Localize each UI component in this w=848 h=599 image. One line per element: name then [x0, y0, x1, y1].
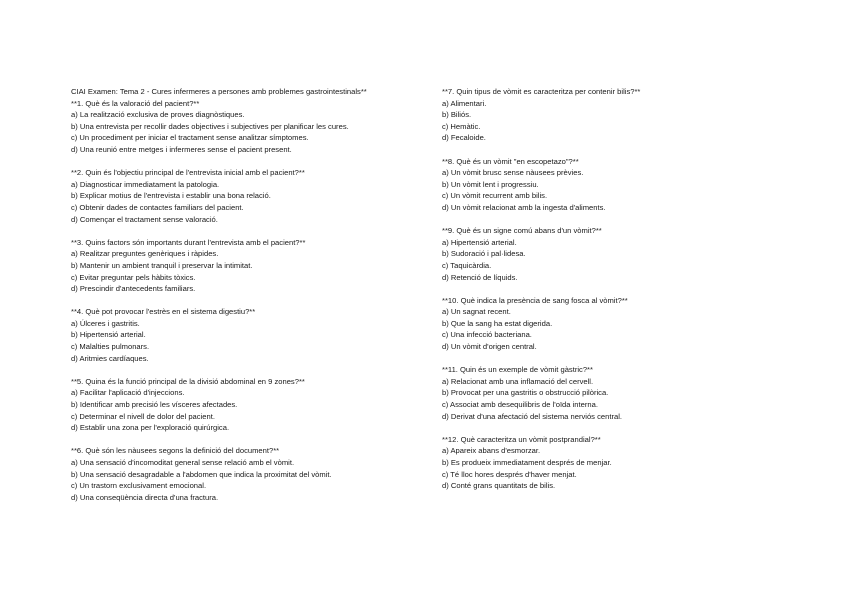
answer-option: d) Derivat d'una afectació del sistema nerviós central. — [442, 411, 622, 421]
answer-option: b) Que la sang ha estat digerida. — [442, 318, 553, 328]
question-block — [442, 156, 772, 214]
answer-option: a) La realització exclusiva de proves diagnòstiques. — [71, 110, 245, 120]
right-column — [442, 86, 772, 503]
answer-option: a) Realitzar preguntes genèriques i ràpides. — [71, 249, 219, 259]
answer-option: a) Diagnosticar immediatament la patologia. — [71, 179, 220, 189]
answer-option: a) Un sagnat recent. — [442, 307, 511, 317]
answer-option: d) Un vòmit relacionat amb la ingesta d'aliments. — [442, 202, 606, 212]
answer-option: d) Fecaloide. — [442, 133, 486, 143]
question-block — [442, 225, 772, 283]
right-question-list — [442, 86, 772, 492]
left-column — [71, 86, 416, 515]
question-text: **10. Què indica la presència de sang fosca al vòmit?** — [442, 295, 628, 305]
answer-option: c) Un trastorn exclusivament emocional. — [71, 481, 207, 491]
question-text: **9. Què és un signe comú abans d'un vòmit?** — [442, 226, 602, 236]
answer-option: b) Una entrevista per recollir dades objectives i subjectives per planificar les cures. — [71, 121, 349, 131]
question-block — [442, 86, 772, 144]
question-text: **12. Què caracteritza un vòmit postprandial?** — [442, 434, 601, 444]
answer-option: c) Obtenir dades de contactes familiars del pacient. — [71, 202, 244, 212]
question-block — [71, 167, 416, 225]
question-text: **2. Quin és l'objectiu principal de l'entrevista inicial amb el pacient?** — [71, 168, 305, 178]
question-block — [71, 445, 416, 503]
answer-option: d) Una conseqüència directa d'una fractura. — [71, 492, 219, 502]
question-text: **6. Què són les nàusees segons la definició del document?** — [71, 446, 280, 456]
question-text: **5. Quina és la funció principal de la divisió abdominal en 9 zones?** — [71, 376, 305, 386]
question-text: **3. Quins factors són importants durant l'entrevista amb el pacient?** — [71, 237, 306, 247]
answer-option: b) Un vòmit lent i progressiu. — [442, 179, 539, 189]
question-text: **1. Què és la valoració del pacient?** — [71, 98, 200, 108]
question-text: **11. Quin és un exemple de vòmit gàstric?** — [442, 365, 593, 375]
answer-option: d) Aritmies cardíaques. — [71, 353, 149, 363]
question-block — [71, 237, 416, 295]
answer-option: b) Provocat per una gastritis o obstrucció pilòrica. — [442, 388, 609, 398]
answer-option: a) Úlceres i gastritis. — [71, 318, 140, 328]
question-block — [442, 364, 772, 422]
answer-option: a) Alimentari. — [442, 98, 487, 108]
answer-option: b) Hipertensió arterial. — [71, 330, 146, 340]
answer-option: d) Una reunió entre metges i infermeres sense el pacient present. — [71, 144, 292, 154]
question-block — [71, 306, 416, 364]
answer-option: b) Biliós. — [442, 110, 472, 120]
answer-option: c) Taquicàrdia. — [442, 260, 492, 270]
answer-option: d) Començar el tractament sense valoració. — [71, 214, 218, 224]
question-text: **8. Què és un vòmit "en escopetazo"?** — [442, 156, 579, 166]
answer-option: c) Determinar el nivell de dolor del pacient. — [71, 411, 215, 421]
answer-option: b) Una sensació desagradable a l'abdomen que indica la proximitat del vòmit. — [71, 469, 332, 479]
answer-option: c) Un vòmit recurrent amb bilis. — [442, 191, 548, 201]
question-text: **7. Quin tipus de vòmit es caracteritza per contenir bilis?** — [442, 87, 641, 96]
answer-option: a) Hipertensió arterial. — [442, 237, 517, 247]
question-block — [71, 98, 416, 156]
answer-option: d) Establir una zona per l'exploració quirúrgica. — [71, 423, 230, 433]
answer-option: b) Sudoració i pal·lidesa. — [442, 249, 526, 259]
answer-option: c) Malalties pulmonars. — [71, 342, 150, 352]
answer-option: a) Facilitar l'aplicació d'injeccions. — [71, 388, 185, 398]
answer-option: a) Apareix abans d'esmorzar. — [442, 446, 541, 456]
answer-option: b) Mantenir un ambient tranquil i preservar la intimitat. — [71, 260, 253, 270]
answer-option: c) Té lloc hores després d'haver menjat. — [442, 469, 577, 479]
answer-option: b) Es produeix immediatament després de menjar. — [442, 458, 612, 467]
answer-option: a) Una sensació d'incomoditat general sense relació amb el vòmit. — [71, 458, 295, 467]
question-block — [71, 376, 416, 434]
answer-option: a) Relacionat amb una inflamació del cervell. — [442, 376, 594, 386]
answer-option: b) Identificar amb precisió les vísceres afectades. — [71, 400, 238, 410]
answer-option: c) Evitar preguntar pels hàbits tòxics. — [71, 272, 196, 282]
answer-option: c) Una infecció bacteriana. — [442, 330, 532, 340]
question-block — [442, 434, 772, 492]
question-block — [442, 295, 772, 353]
left-question-list — [71, 98, 416, 504]
question-text: **4. Què pot provocar l'estrès en el sistema digestiu?** — [71, 307, 256, 317]
answer-option: c) Un procediment per iniciar el tractament sense analitzar símptomes. — [71, 133, 309, 143]
answer-option: d) Retenció de líquids. — [442, 272, 518, 282]
answer-option: b) Explicar motius de l'entrevista i establir una bona relació. — [71, 191, 271, 201]
answer-option: d) Prescindir d'antecedents familiars. — [71, 284, 196, 294]
document-title: CIAI Examen: Tema 2 - Cures infermeres a persones amb problemes gastrointestinals** — [71, 87, 367, 96]
answer-option: c) Hemàtic. — [442, 121, 481, 131]
answer-option: d) Conté grans quantitats de bilis. — [442, 481, 556, 491]
answer-option: d) Un vòmit d'origen central. — [442, 342, 537, 352]
answer-option: a) Un vòmit brusc sense nàusees prèvies. — [442, 168, 584, 178]
answer-option: c) Associat amb desequilibris de l'oïda interna. — [442, 400, 598, 410]
